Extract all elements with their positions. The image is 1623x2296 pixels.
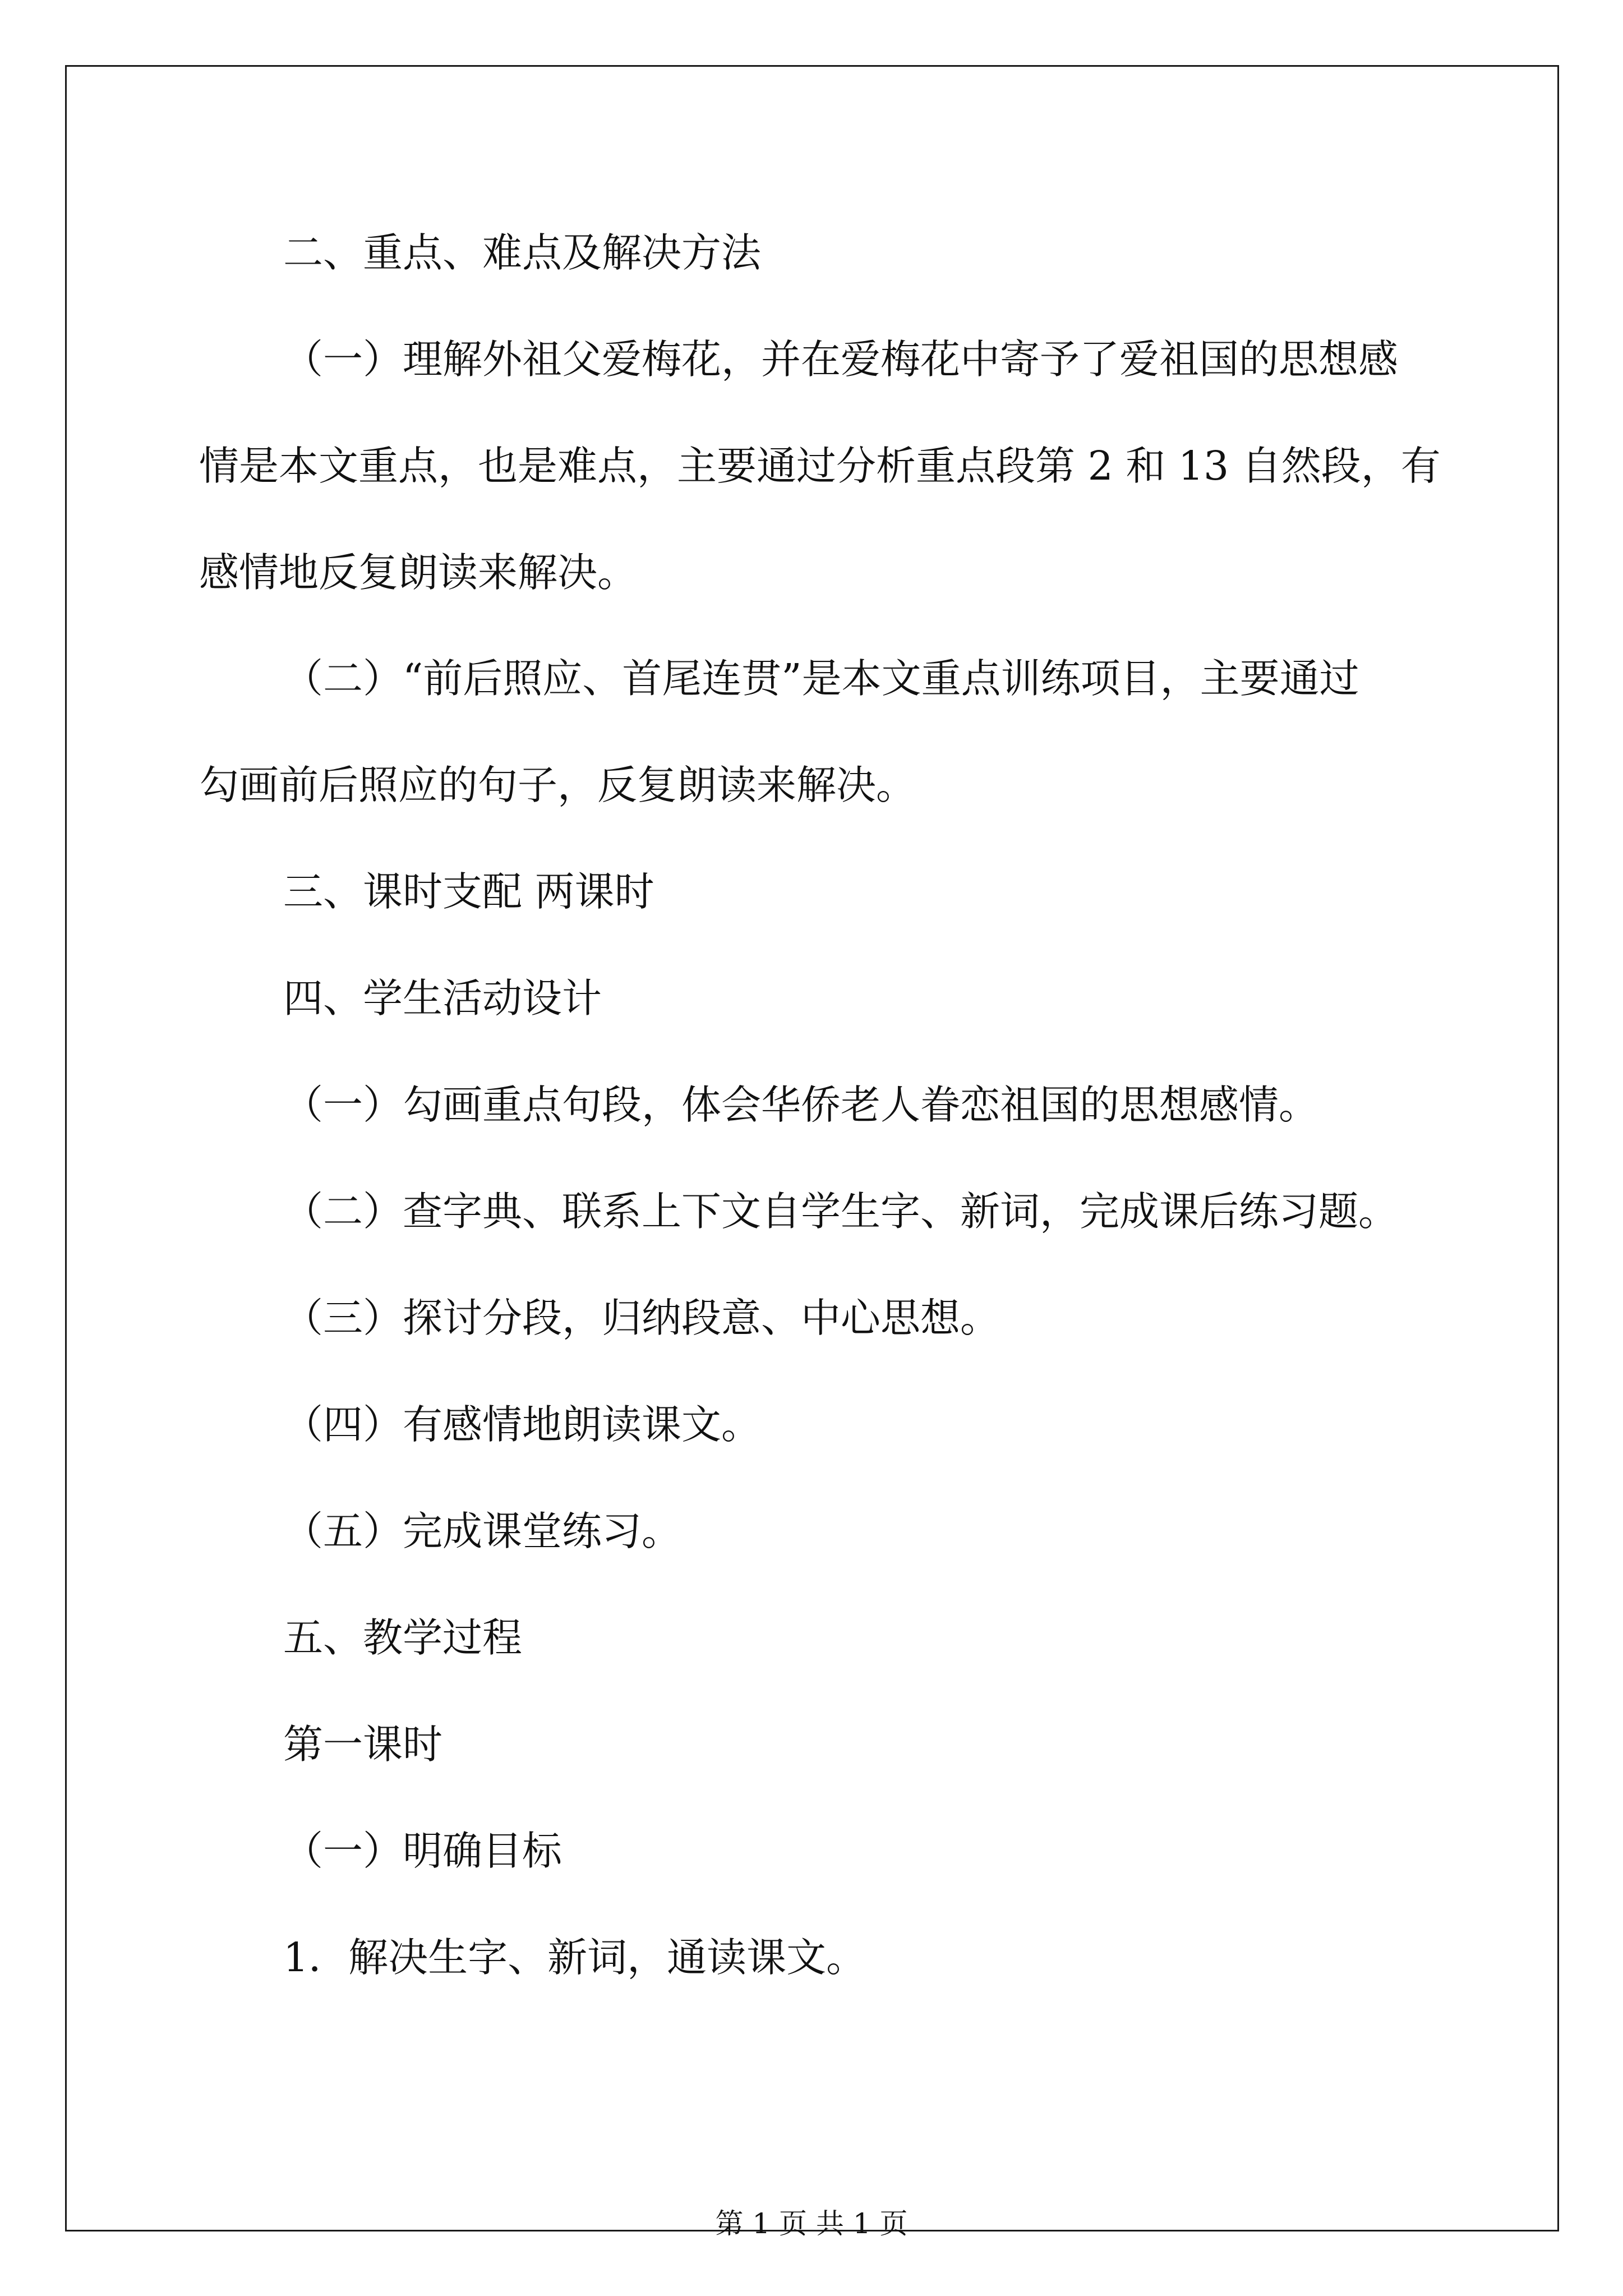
activity-item-5: （五）完成课堂练习。 — [283, 1508, 682, 1554]
paragraph-key-point-1-line-1: （一）理解外祖父爱梅花，并在爱梅花中寄予了爱祖国的思想感 — [283, 336, 1399, 383]
activity-item-3: （三）探讨分段，归纳段意、中心思想。 — [283, 1295, 1000, 1341]
subsection-heading-goals: （一）明确目标 — [283, 1828, 562, 1874]
activity-item-1: （一）勾画重点句段，体会华侨老人眷恋祖国的思想感情。 — [283, 1082, 1319, 1128]
paragraph-key-point-2-line-1: （二）“前后照应、首尾连贯”是本文重点训练项目，主要通过 — [283, 655, 1359, 702]
section-heading-schedule: 三、课时支配 两课时 — [283, 868, 654, 915]
goal-item-1: 1．解决生字、新词，通读课文。 — [283, 1934, 866, 1981]
paragraph-key-point-1-line-2: 情是本文重点，也是难点，主要通过分析重点段第 2 和 13 自然段，有 — [199, 443, 1441, 489]
section-heading-key-points: 二、重点、难点及解决方法 — [283, 229, 762, 276]
section-heading-activities: 四、学生活动设计 — [283, 975, 602, 1022]
activity-item-2: （二）查字典、联系上下文自学生字、新词，完成课后练习题。 — [283, 1188, 1399, 1235]
page-footer: 第 1 页 共 1 页 — [715, 2207, 908, 2240]
paragraph-key-point-2-line-2: 勾画前后照应的句子，反复朗读来解决。 — [199, 762, 916, 808]
page-border — [65, 65, 1559, 2231]
paragraph-key-point-1-line-3: 感情地反复朗读来解决。 — [199, 549, 638, 596]
lesson-heading-first: 第一课时 — [283, 1721, 443, 1768]
activity-item-4: （四）有感情地朗读课文。 — [283, 1401, 762, 1448]
section-heading-process: 五、教学过程 — [283, 1614, 523, 1661]
